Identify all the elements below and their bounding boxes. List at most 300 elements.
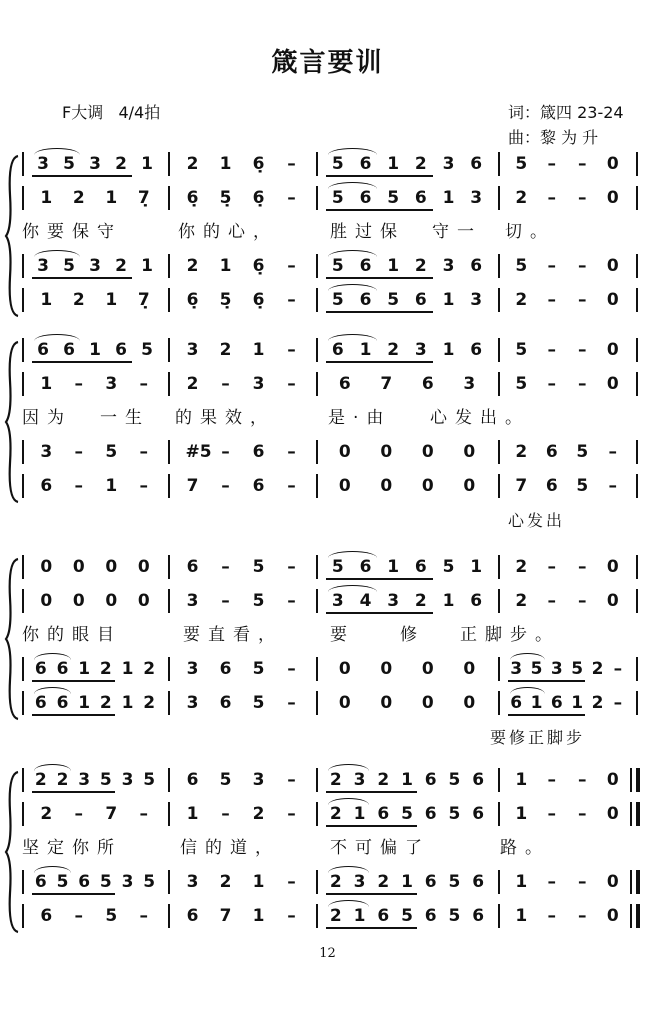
- bar-line: [316, 372, 318, 396]
- bar-line: [22, 870, 24, 894]
- bar-line: [498, 186, 500, 210]
- note: 1: [401, 770, 413, 790]
- note: 5: [515, 340, 528, 360]
- note: 0: [463, 442, 476, 462]
- beam-underline: [326, 209, 433, 211]
- bar-line: [168, 904, 170, 928]
- note: 1: [401, 872, 413, 892]
- note: –: [74, 374, 83, 394]
- bar-line: [498, 254, 500, 278]
- note: 3: [186, 591, 199, 611]
- note: 6: [219, 693, 232, 713]
- bar-line: [168, 802, 170, 826]
- note: –: [547, 770, 556, 790]
- note: 0: [137, 591, 150, 611]
- note: 5: [252, 557, 265, 577]
- bar-line: [168, 288, 170, 312]
- note: 2: [414, 154, 427, 174]
- note: 3: [121, 872, 134, 892]
- bar-line: [168, 186, 170, 210]
- note: 3: [252, 374, 265, 394]
- beam-underline: [326, 175, 433, 177]
- beam-underline: [326, 361, 433, 363]
- note: 0: [421, 476, 434, 496]
- note: 1: [252, 872, 265, 892]
- note: 5: [331, 154, 344, 174]
- note: 3: [510, 659, 523, 679]
- bar-line: [168, 254, 170, 278]
- note: –: [139, 442, 148, 462]
- beam-underline: [326, 825, 417, 827]
- bar-line: [22, 254, 24, 278]
- note: 5: [401, 804, 413, 824]
- bar-line: [498, 152, 500, 176]
- bar-line: [316, 657, 318, 681]
- lyric-phrase: 你的眼目: [22, 625, 122, 645]
- beam-underline: [326, 791, 417, 793]
- note: 1: [387, 256, 400, 276]
- bar-line: [168, 657, 170, 681]
- lyric-phrase: 的果效，: [175, 408, 275, 428]
- notation-row: [0, 768, 655, 792]
- slur: [510, 653, 545, 660]
- note: –: [287, 256, 296, 276]
- note: –: [74, 442, 83, 462]
- bar-line: [316, 440, 318, 464]
- note: –: [74, 906, 83, 926]
- slur: [328, 250, 377, 257]
- note: 6: [40, 906, 53, 926]
- note: –: [287, 154, 296, 174]
- note: 2: [377, 872, 390, 892]
- note: 6̣: [252, 256, 265, 276]
- bar-line: [636, 904, 640, 928]
- note: 2: [34, 770, 47, 790]
- note: 1: [219, 256, 232, 276]
- lyricist-credit: 词：箴四 23-24: [508, 103, 624, 122]
- note: 3: [78, 770, 91, 790]
- note: 1: [515, 804, 528, 824]
- bar-line: [316, 768, 318, 792]
- slur: [34, 250, 80, 257]
- note: 0: [338, 659, 351, 679]
- note: 6̣: [186, 188, 199, 208]
- bar-line: [22, 288, 24, 312]
- note: –: [287, 770, 296, 790]
- note: 2: [515, 591, 528, 611]
- notation-row: [0, 904, 655, 928]
- note: –: [578, 290, 587, 310]
- note: 3: [37, 154, 49, 174]
- bar-line: [630, 870, 632, 894]
- note: 3: [387, 591, 400, 611]
- note: 5: [105, 442, 118, 462]
- note: 2: [56, 770, 69, 790]
- note: 3: [252, 770, 265, 790]
- note: –: [578, 557, 587, 577]
- note: 3: [463, 374, 476, 394]
- note: 7: [380, 374, 393, 394]
- bar-line: [22, 440, 24, 464]
- small-lyric: 心发出: [508, 511, 566, 530]
- small-lyric: 要修正脚步: [490, 728, 586, 747]
- note: 7: [515, 476, 528, 496]
- note: 0: [606, 188, 619, 208]
- note: 0: [606, 340, 619, 360]
- lyrics-row: [0, 406, 655, 430]
- beam-underline: [32, 175, 132, 177]
- bar-line: [168, 691, 170, 715]
- note: 0: [606, 154, 619, 174]
- note: 6: [470, 256, 483, 276]
- note: 6: [252, 442, 265, 462]
- notation-row: [0, 254, 655, 278]
- note: 6: [359, 188, 372, 208]
- note: 1: [442, 188, 455, 208]
- note: 6: [359, 557, 372, 577]
- note: #5: [185, 442, 212, 462]
- note: 5: [401, 906, 413, 926]
- note: –: [221, 804, 230, 824]
- bar-line: [316, 186, 318, 210]
- note: 5: [63, 256, 75, 276]
- note: 2: [329, 770, 342, 790]
- note: –: [547, 804, 556, 824]
- note: 2: [115, 154, 127, 174]
- note: 5: [219, 770, 232, 790]
- note: 3: [331, 591, 344, 611]
- beam-underline: [32, 791, 115, 793]
- note: –: [221, 557, 230, 577]
- note: 2: [515, 557, 528, 577]
- note: 1: [571, 693, 584, 713]
- beam-underline: [508, 680, 585, 682]
- bar-line: [498, 802, 500, 826]
- note: 6: [40, 476, 53, 496]
- note: –: [608, 476, 617, 496]
- note: 2: [186, 154, 199, 174]
- note: 2: [99, 693, 112, 713]
- bar-line: [168, 372, 170, 396]
- bar-line: [636, 474, 638, 498]
- note: 3: [353, 872, 366, 892]
- note: –: [547, 591, 556, 611]
- lyrics-row: [0, 220, 655, 244]
- note: 6: [359, 290, 372, 310]
- note: 0: [380, 693, 393, 713]
- note: 5: [448, 872, 461, 892]
- bar-line: [316, 338, 318, 362]
- page-number: 12: [319, 946, 336, 961]
- bar-line: [316, 474, 318, 498]
- slur: [510, 687, 545, 694]
- note: 1: [387, 154, 400, 174]
- bar-line: [168, 338, 170, 362]
- note: 6: [472, 770, 485, 790]
- bar-line: [316, 288, 318, 312]
- bar-line: [636, 768, 640, 792]
- note: 0: [606, 256, 619, 276]
- beam-underline: [508, 714, 585, 716]
- bar-line: [630, 904, 632, 928]
- note: 6: [377, 804, 390, 824]
- note: 1: [141, 256, 153, 276]
- bar-line: [636, 657, 638, 681]
- note: 7̣: [137, 290, 150, 310]
- note: 5: [576, 442, 589, 462]
- note: 2: [591, 659, 604, 679]
- note: 1: [530, 693, 543, 713]
- note: –: [221, 374, 230, 394]
- note: 6: [472, 872, 485, 892]
- bar-line: [22, 768, 24, 792]
- note: 6: [414, 188, 427, 208]
- note: 6: [186, 770, 199, 790]
- note: 7: [186, 476, 199, 496]
- note: 3: [37, 256, 49, 276]
- note: 0: [463, 476, 476, 496]
- bar-line: [630, 802, 632, 826]
- note: 0: [606, 591, 619, 611]
- note: 5: [99, 770, 112, 790]
- slur: [34, 764, 71, 771]
- note: 2: [591, 693, 604, 713]
- note: 1: [515, 906, 528, 926]
- note: 6: [472, 804, 485, 824]
- note: 1: [252, 906, 265, 926]
- score-system: [0, 338, 655, 530]
- note: –: [613, 693, 623, 713]
- note: 1: [89, 340, 101, 360]
- note: –: [578, 256, 587, 276]
- note: –: [547, 374, 556, 394]
- slur: [328, 764, 369, 771]
- bar-line: [636, 870, 640, 894]
- bar-line: [636, 186, 638, 210]
- note: –: [547, 557, 556, 577]
- bar-line: [168, 555, 170, 579]
- key-signature: F大调: [62, 103, 104, 122]
- note: 3: [89, 154, 101, 174]
- note: 0: [72, 591, 85, 611]
- note: 0: [606, 906, 619, 926]
- note: –: [578, 154, 587, 174]
- bar-line: [636, 802, 640, 826]
- note: 3: [550, 659, 563, 679]
- note: 5: [331, 256, 344, 276]
- notation-row: [0, 474, 655, 498]
- note: 1: [105, 476, 118, 496]
- note: –: [547, 154, 556, 174]
- bar-line: [168, 474, 170, 498]
- note: 3: [186, 659, 199, 679]
- note: 2: [515, 188, 528, 208]
- bar-line: [316, 152, 318, 176]
- note: 0: [105, 591, 118, 611]
- bar-line: [498, 440, 500, 464]
- note: 1: [219, 154, 232, 174]
- note: –: [547, 906, 556, 926]
- note: 0: [606, 770, 619, 790]
- note: –: [287, 476, 296, 496]
- note: –: [547, 188, 556, 208]
- bar-line: [22, 474, 24, 498]
- note: 6: [470, 154, 483, 174]
- note: 1: [105, 188, 118, 208]
- note: 5: [571, 659, 584, 679]
- slur: [328, 866, 369, 873]
- score-system: [0, 555, 655, 747]
- note: –: [139, 374, 148, 394]
- note: 5: [515, 374, 528, 394]
- bar-line: [636, 372, 638, 396]
- note: 5: [515, 154, 528, 174]
- bar-line: [498, 589, 500, 613]
- note: –: [613, 659, 623, 679]
- bar-line: [498, 870, 500, 894]
- note: 7: [105, 804, 118, 824]
- note: –: [74, 804, 83, 824]
- note: 6: [359, 256, 372, 276]
- note: 5: [99, 872, 112, 892]
- bar-line: [316, 691, 318, 715]
- note: 6: [115, 340, 127, 360]
- note: 6: [377, 906, 390, 926]
- lyrics-row: [0, 623, 655, 647]
- beam-underline: [326, 612, 433, 614]
- bar-line: [636, 589, 638, 613]
- bar-line: [168, 870, 170, 894]
- lyric-phrase: 胜过保: [330, 222, 405, 242]
- notation-row: [0, 186, 655, 210]
- bar-line: [636, 691, 638, 715]
- note: –: [547, 872, 556, 892]
- note: 0: [606, 374, 619, 394]
- note: 7̣: [137, 188, 150, 208]
- note: –: [578, 770, 587, 790]
- note: 2: [377, 770, 390, 790]
- note: 1: [353, 804, 366, 824]
- note: 0: [380, 442, 393, 462]
- beam-underline: [32, 714, 115, 716]
- note: 0: [606, 872, 619, 892]
- lyric-phrase: 守一: [432, 222, 482, 242]
- bar-line: [498, 372, 500, 396]
- slur: [328, 798, 369, 805]
- notation-row: [0, 440, 655, 464]
- note: 5: [143, 872, 156, 892]
- beam-underline: [32, 361, 132, 363]
- note: 6: [56, 659, 69, 679]
- note: –: [287, 557, 296, 577]
- note: 6: [470, 340, 483, 360]
- slur: [34, 687, 71, 694]
- lyric-phrase: 切。: [505, 222, 555, 242]
- note: –: [608, 442, 617, 462]
- note: 1: [442, 290, 455, 310]
- note: 3: [442, 154, 455, 174]
- note: 1: [40, 188, 53, 208]
- note: 3: [470, 290, 483, 310]
- note: 6: [472, 906, 485, 926]
- lyric-phrase: 修: [400, 625, 425, 645]
- time-signature: 4/4拍: [118, 103, 161, 122]
- note: 6: [331, 340, 344, 360]
- beam-underline: [32, 680, 115, 682]
- note: 5: [442, 557, 455, 577]
- note: 5: [56, 872, 69, 892]
- notation-row: [0, 152, 655, 176]
- bar-line: [498, 768, 500, 792]
- beam-underline: [326, 927, 417, 929]
- bar-line: [168, 152, 170, 176]
- bar-line: [168, 440, 170, 464]
- note: 2: [186, 374, 199, 394]
- lyric-phrase: 正脚步。: [460, 625, 560, 645]
- note: 0: [421, 693, 434, 713]
- note: 6: [424, 804, 437, 824]
- bar-line: [316, 870, 318, 894]
- note: 5: [331, 290, 344, 310]
- note: 1: [186, 804, 199, 824]
- note: –: [287, 872, 296, 892]
- note: 5̣: [219, 188, 232, 208]
- note: 6: [424, 872, 437, 892]
- note: 5: [141, 340, 153, 360]
- note: –: [287, 188, 296, 208]
- lyric-phrase: 不可偏了: [330, 838, 430, 858]
- slur: [328, 585, 377, 592]
- note: 2: [40, 804, 53, 824]
- bar-line: [22, 372, 24, 396]
- note: –: [287, 374, 296, 394]
- note: –: [547, 290, 556, 310]
- note: –: [221, 591, 230, 611]
- note: 5: [252, 591, 265, 611]
- bar-line: [22, 186, 24, 210]
- note: 6̣: [252, 290, 265, 310]
- note: 5: [530, 659, 543, 679]
- note: 5: [143, 770, 156, 790]
- slur: [328, 900, 369, 907]
- note: 2: [99, 659, 112, 679]
- note: 1: [470, 557, 483, 577]
- note: –: [578, 906, 587, 926]
- note: –: [287, 906, 296, 926]
- note: 5: [387, 188, 400, 208]
- note: –: [578, 188, 587, 208]
- song-title: 箴言要训: [271, 48, 384, 78]
- note: 0: [338, 476, 351, 496]
- note: –: [287, 340, 296, 360]
- note: 3: [470, 188, 483, 208]
- notation-row: [0, 372, 655, 396]
- note: 2: [329, 872, 342, 892]
- note: 1: [442, 591, 455, 611]
- bar-line: [22, 691, 24, 715]
- lyric-phrase: 因为: [22, 408, 72, 428]
- lyric-phrase: 心发出。: [430, 408, 530, 428]
- bar-line: [22, 657, 24, 681]
- note: 5: [387, 290, 400, 310]
- bar-line: [22, 338, 24, 362]
- note: 6: [414, 557, 427, 577]
- note: 2: [414, 256, 427, 276]
- slur: [34, 148, 80, 155]
- bar-line: [630, 768, 632, 792]
- note: 6: [338, 374, 351, 394]
- note: 0: [463, 659, 476, 679]
